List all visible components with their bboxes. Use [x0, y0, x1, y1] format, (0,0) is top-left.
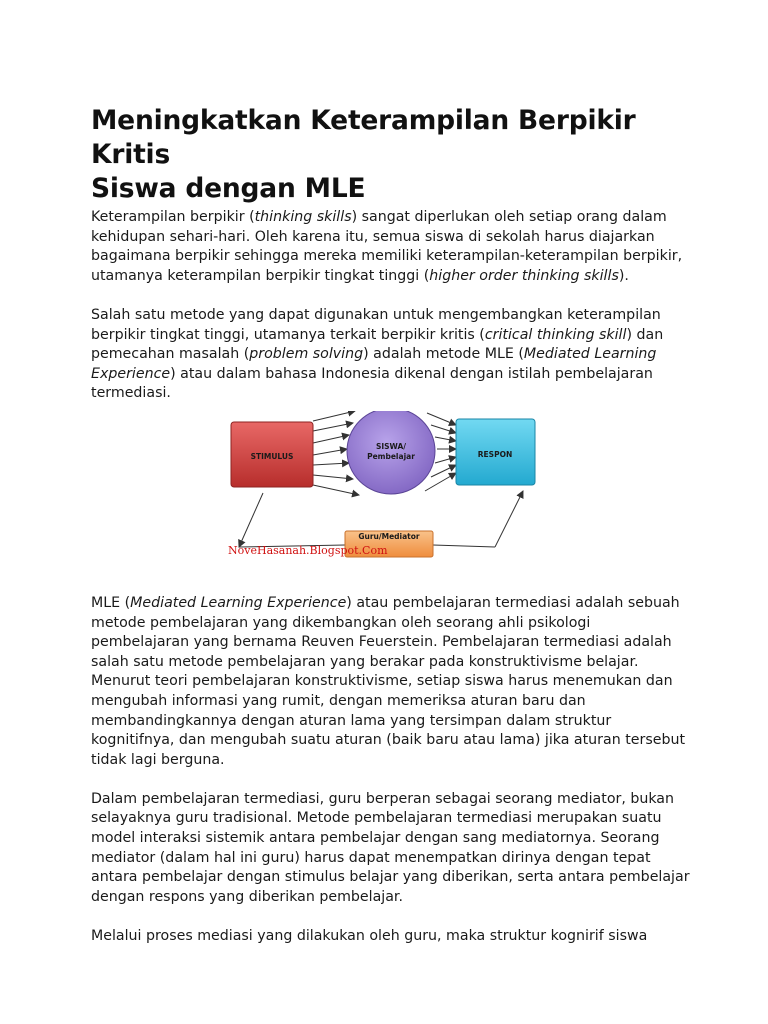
italic-term: critical thinking skill	[484, 326, 627, 343]
italic-term: Mediated Learning Experience	[91, 346, 657, 382]
italic-term: higher order thinking skills	[429, 267, 619, 284]
italic-term: thinking skills	[254, 209, 352, 225]
respon-label: RESPON	[477, 449, 513, 459]
text-run: Keterampilan berpikir (	[91, 209, 255, 225]
stimulus-label: STIMULUS	[250, 451, 294, 461]
watermark-caption: NoveHasanah.Blogspot.Com	[228, 543, 388, 557]
text-run: ) adalah metode MLE (	[363, 346, 524, 363]
mle-diagram	[91, 411, 691, 583]
paragraph-3	[91, 594, 691, 770]
title-line-2: Siswa dengan MLE	[91, 173, 366, 204]
article-body	[91, 104, 691, 947]
text-run: Salah satu metode yang dapat digunakan untuk mengembangkan keterampilan berpikir tingkat tinggi, utamanya terkait berpikir kritis (	[91, 306, 661, 343]
text-run: ) atau dalam bahasa Indonesia dikenal dengan istilah pembelajaran termediasi.	[91, 365, 653, 402]
paragraph-1	[91, 208, 691, 286]
siswa-label-line-2: Pembelajar	[367, 451, 415, 461]
text-run: ) atau pembelajaran termediasi adalah sebuah metode pembelajaran yang dikembangkan oleh seorang ahli psikologi pembelajaran yang bernama Reuven Feuerstein. Pembelajaran termediasi adalah salah satu metode pembelajaran yang berakar pada konstruktivisme belajar. Menurut teori pembelajaran konstruktivisme, setiap siswa harus menemukan dan mengubah informasi yang rumit, dengan memeriksa aturan baru dan membandingkannya dengan aturan lama yang tersimpan dalam struktur kognitifnya, dan mengubah suatu aturan (baik baru atau lama) jika aturan tersebut tidak lagi berguna.	[91, 594, 686, 768]
text-run: ) sangat diperlukan oleh setiap orang dalam kehidupan sehari-hari. Oleh karena itu, semua siswa di sekolah harus diajarkan bagaimana berpikir sehingga mereka memiliki keterampilan-keterampilan berpikir, utamanya keterampilan berpikir tingkat tinggi (	[91, 209, 683, 284]
text-run: ).	[618, 267, 629, 284]
italic-term: problem solving	[249, 346, 364, 363]
paragraph-2	[91, 306, 691, 404]
article-title	[91, 104, 691, 206]
italic-term: Mediated Learning Experience	[130, 594, 347, 611]
mediator-label: Guru/Mediator	[358, 531, 420, 541]
paragraph-5: Melalui proses mediasi yang dilakukan oleh guru, maka struktur kognirif siswa	[91, 928, 648, 945]
text-run: MLE (	[91, 594, 131, 611]
paragraph-4: Dalam pembelajaran termediasi, guru berperan sebagai seorang mediator, bukan selayaknya guru tradisional. Metode pembelajaran termediasi merupakan suatu model interaksi sistemik antara pembelajar dengan sang mediatornya. Seorang mediator (dalam hal ini guru) harus dapat menempatkan dirinya dengan tepat antara pembelajar dengan stimulus belajar yang diberikan, serta antara pembelajar dengan respons yang diberikan pembelajar.	[91, 790, 690, 905]
mle-diagram-svg	[91, 411, 691, 583]
text-run: ) dan pemecahan masalah (	[91, 326, 664, 363]
title-line-1: Meningkatkan Keterampilan Berpikir Kritis	[91, 105, 636, 170]
siswa-label-line-1: SISWA/	[375, 441, 407, 451]
